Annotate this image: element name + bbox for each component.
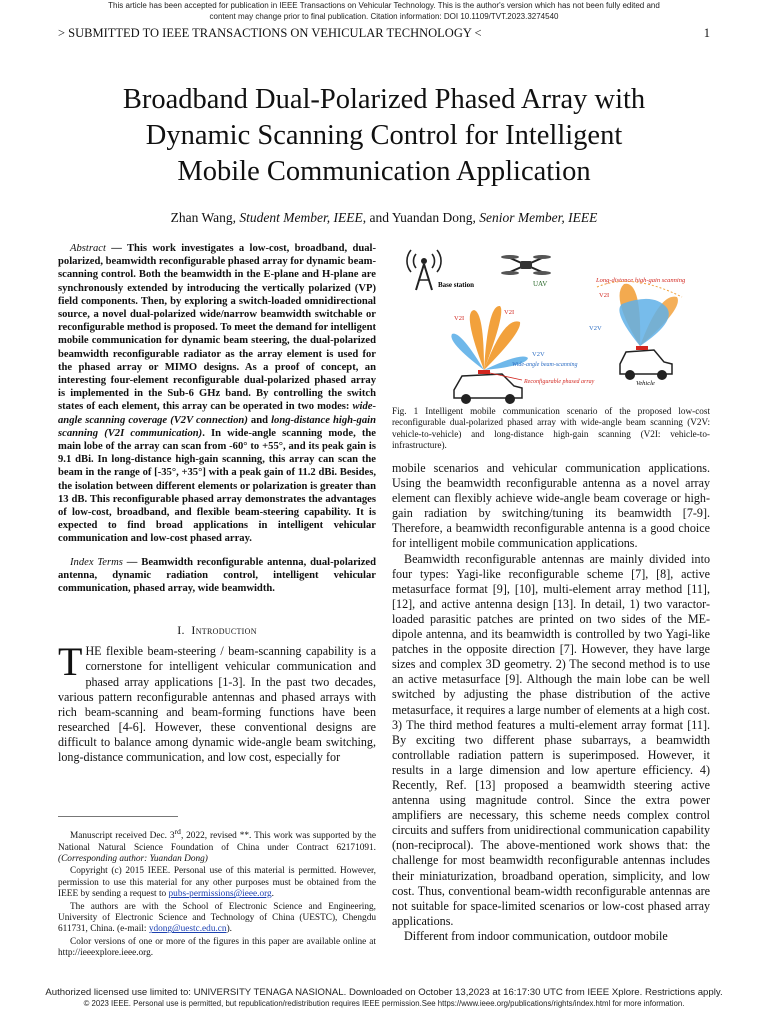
fn1-sup: rd	[174, 827, 181, 836]
base-station-icon	[407, 250, 441, 290]
abstract-text-1: This work investigates a low-cost, broadband, dual-polarized, beamwidth reconfigurable phased array for dynamic beam-scanning control. Both the beamwidth in the E-plane and H-plane are synchronously extended by introducing the vertically polarized (VP) field components. Then, by exploring a switch-loaded omnidirectional source, a novel dual-polarized wide/narrow beamwidth switchable or reconfigurable method is proposed. To meet the demand for intelligent mobile communication for dynamic beam steering, the dual-polarized beamwidth reconfigurable radiator as the array element is used for the phased array or MIMO designs. As a proof of concept, an interesting four-element reconfigurable dual-polarized phased array is implemented in the Sub-6 GHz band. By controlling the switch states of each element, this array can be operated in two modes:	[58, 243, 376, 413]
author-1: Zhan Wang,	[170, 210, 240, 225]
v2v-left-label: V2V	[532, 351, 545, 358]
title-line-1: Broadband Dual-Polarized Phased Array with	[122, 84, 646, 115]
uav-label: UAV	[533, 280, 548, 288]
footnotes	[58, 826, 376, 961]
footnote-color: Color versions of one or more of the figures in this paper are available online at http://ieeexplore.ieee.org.	[58, 936, 376, 959]
abstract-dash: —	[105, 243, 127, 254]
right-paragraph-1: mobile scenarios and vehicular communication applications. Using the beamwidth reconfigurable antenna as a novel array element can flexibly achieve wide-angle beam coverage or high-gain radiation by switching/tuning its beamwidth [7-9]. Therefore, a beamwidth reconfigurable antenna is a good choice for intelligent mobile communication applications.	[392, 461, 710, 551]
drop-cap: T	[58, 639, 83, 685]
figure-1	[392, 242, 710, 404]
beam-right-blue	[619, 299, 668, 346]
index-terms	[58, 556, 376, 596]
section-number: I.	[177, 623, 185, 638]
fn2-text-b: .	[271, 889, 274, 900]
right-paragraph-2: Beamwidth reconfigurable antennas are mainly divided into four types: Yagi-like reconfigurable scheme [7], [8], active metasurface format [9], [10], multi-element array method [11], [12], and active antenna design [13]. In detail, 1) two varactor-loaded parasitic patches are printed on two sides of the ME-dipole antenna, and its beamwidth is controlled by two Yagi-like patches in the opposite direction [7]. However, they have large sizes and complex 3D geometry. 2) The second method is to use an active metasurface [9]. Although the main lobe can be well switched by adjusting the phase distribution of the active metasurface, it requires a large number of elements at a high cost. 3) The third method features a multi-element array format [11]. By exciting two different phase subarrays, a beamwidth controllable radiation pattern is superimposed. However, it results in a large dimension and low aperture efficiency. 4) Recently, Ref. [13] proposed a beamwidth steering active antenna using magnitude control. Since the extra power amplifiers are necessary, this scheme needs complex control circuits and suffers from unidirectional communication capability (non-reciprocal). The above-mentioned work shows that: the challenge for most beamwidth reconfigurable antennas includes their miniaturization, broadband operation, simplicity, and low cost. Thus, conventional beam-width reconfigurable antennas are not suitable for space-limited scenarios or low-cost phased array applications.	[392, 551, 710, 928]
author-join: , and Yuandan Dong,	[362, 210, 480, 225]
footnote-rule	[58, 816, 178, 817]
section-heading	[58, 623, 376, 638]
uav-icon	[501, 255, 551, 275]
v2i-right-label: V2I	[599, 292, 610, 299]
right-paragraph-3: Different from indoor communication, outdoor mobile	[404, 928, 668, 943]
footnote-affiliation	[58, 902, 376, 936]
reconfig-array-label: Reconfigurable phased array	[524, 379, 595, 385]
fn3-text-b: ).	[226, 924, 232, 935]
footnote-copyright	[58, 866, 376, 900]
car-with-array-icon	[454, 370, 522, 404]
author-line	[60, 210, 708, 226]
license-notice: Authorized licensed use limited to: UNIVERSITY TENAGA NASIONAL. Downloaded on October 13,2023 at 16:17:30 UTC from IEEE Xplore. Restrictions apply.	[45, 987, 723, 998]
fn2-text-a: Copyright (c) 2015 IEEE. Personal use of this material is permitted. However, permission to use this material for any other purposes must be obtained from the IEEE by sending a request to	[58, 866, 376, 900]
vehicle-icon	[620, 346, 672, 380]
title-line-3: Mobile Communication Application	[177, 156, 591, 187]
abstract-mode-1: wide-angle scanning coverage (V2V connection)	[58, 401, 376, 426]
section-title: Introduction	[191, 623, 257, 638]
fn1-text-a: Manuscript received Dec. 3	[70, 831, 175, 842]
notice-line-2: content may change prior to final publication. Citation information: DOI 10.1109/TVT.2023.3274540	[209, 12, 559, 21]
notice-line-1: This article has been accepted for publication in IEEE Transactions on Vehicular Technology. This is the author's version which has not been fully edited and	[108, 1, 660, 10]
left-column	[58, 242, 376, 765]
paper-title	[60, 82, 708, 190]
scenario-illustration	[392, 242, 710, 404]
intro-paragraph	[58, 639, 376, 765]
v2i-left-label: V2I	[454, 315, 465, 322]
abstract-mode-2: long-distance high-gain scanning (V2I communication)	[58, 414, 376, 439]
copyright-notice: © 2023 IEEE. Personal use is permitted, but republication/redistribution requires IEEE permission.See https://www.ieee.org/publications/rights/index.html for more information.	[83, 999, 685, 1008]
page-number: 1	[703, 26, 710, 40]
v2i-mid-label: V2I	[504, 309, 515, 316]
author-email-link[interactable]: ydong@uestc.edu.cn	[148, 924, 227, 935]
abstract	[58, 242, 376, 546]
vehicle-label: Vehicle	[636, 380, 655, 387]
author-1-role: Student Member, IEEE	[239, 210, 363, 225]
figure-caption: Fig. 1 Intelligent mobile communication scenario of the proposed low-cost reconfigurable dual-polarized phased array with wide-angle beam scanning (V2V: vehicle-to-vehicle) and long-distance high-gain scanning (V2I: vehicle-to-infrastructure).	[392, 406, 710, 451]
index-terms-label: Index Terms	[70, 556, 123, 568]
wide-angle-label: Wide-angle beam-scanning	[512, 362, 578, 368]
publication-notice	[0, 0, 768, 22]
abstract-text-2: . In wide-angle scanning mode, the main lobe of the array can scan from -60° to +55°, and its peak gain is 9.1 dBi. In long-distance high-gain scanning, this array can scan the beam in the range of [-35°, +35°] with a peak gain of 11.2 dBi. Besides, the isolation between different elements or polarization is greater than 13 dB. This reconfigurable phased array demonstrates the advantages of low-cost, broadband, and flexible beam-steering capability. It is expected to find broad applications in intelligent vehicular communication and low-cost phased array.	[58, 427, 377, 545]
index-terms-dash: —	[122, 556, 142, 568]
intro-text: HE flexible beam-steering / beam-scanning capability is a cornerstone for intelligent vehicular communication and phased array applications [1-3]. In the past two decades, various pattern reconfigurable antennas and phased arrays with rich beam-scanning and beam-forming functions have been researched [4-6]. However, these conventional designs are difficult to balance among dynamic wide-angle beam switching, long-distance communication, and low cost, especially for	[58, 644, 376, 765]
author-2-role: Senior Member, IEEE	[479, 210, 598, 225]
v2v-right-label: V2V	[589, 325, 602, 332]
abstract-label: Abstract	[70, 243, 106, 254]
footnote-manuscript	[58, 826, 376, 865]
abstract-and: and	[247, 414, 272, 426]
fn3-text-a: The authors are with the School of Electronic Science and Engineering, University of Electronic Science and Technology of China (UESTC), Chengdu 611731, China. (e-mail:	[58, 901, 376, 935]
right-column	[392, 461, 710, 944]
base-station-label: Base station	[438, 281, 474, 289]
journal-name: > SUBMITTED TO IEEE TRANSACTIONS ON VEHICULAR TECHNOLOGY <	[58, 26, 482, 40]
fn1-corresponding: (Corresponding author: Yuandan Dong)	[58, 853, 208, 864]
running-header	[58, 26, 710, 41]
fn1-text-b: , 2022, revised **. This work was supported by the National Natural Science Foundation of China under Contract 62171091.	[58, 831, 376, 853]
long-distance-label: Long-distance high-gain scanning	[596, 277, 686, 284]
permissions-email-link[interactable]: pubs-permissions@ieee.org	[168, 889, 272, 900]
title-line-2: Dynamic Scanning Control for Intelligent	[145, 120, 623, 151]
index-terms-text: Beamwidth reconfigurable antenna, dual-polarized antenna, dynamic radiation control, intelligent vehicular communication, phased array, wide beamwidth.	[58, 556, 377, 595]
